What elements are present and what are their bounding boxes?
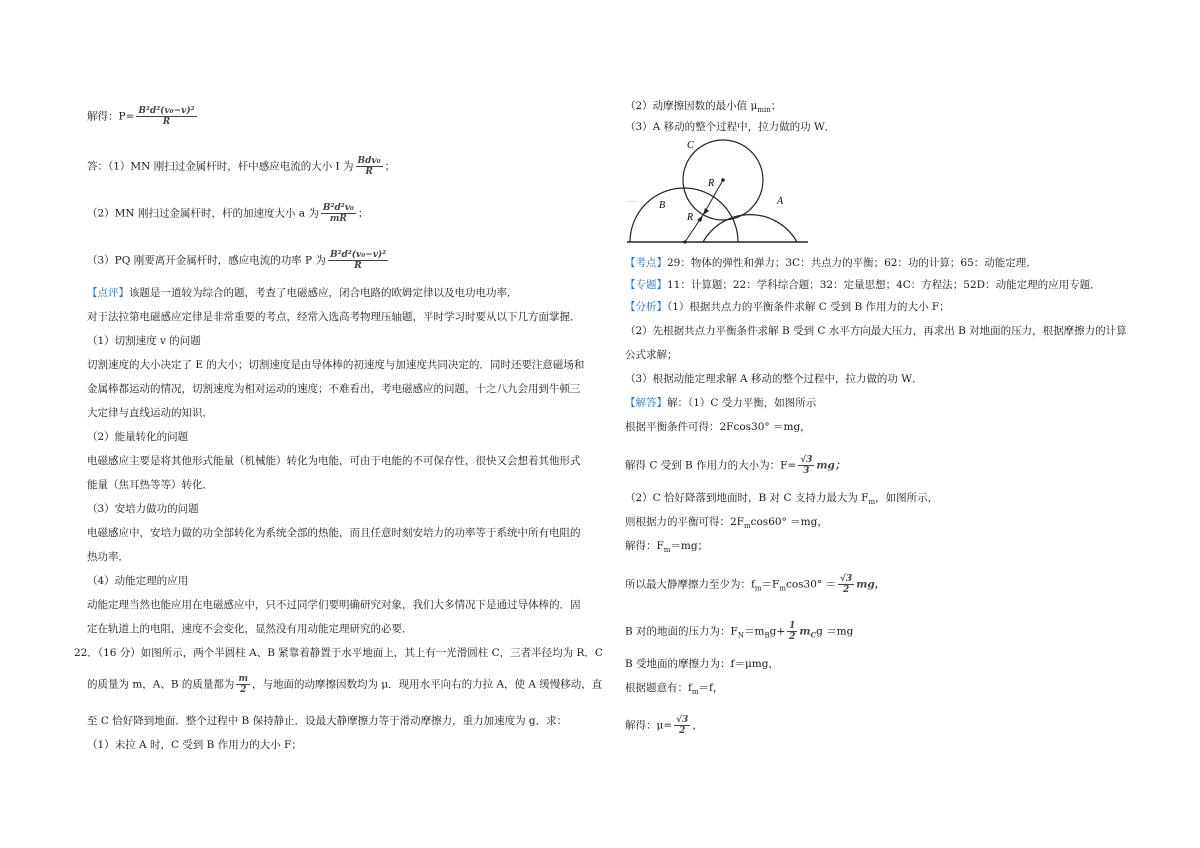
paragraph: 动能定理当然也能应用在电磁感应中，只不过同学们要明确研究对象，我们大多情况下是通过导体棒的．固 (87, 599, 581, 611)
text: ＝mg； (670, 540, 709, 552)
denominator: 2 (679, 726, 686, 736)
numerator: B²d²v₀ (322, 203, 354, 213)
text: ＝F (761, 578, 780, 591)
text: g ＝mg (816, 625, 854, 638)
equation (625, 538, 708, 558)
text: 解得：F (625, 540, 664, 552)
text: 该题是一道较为综合的题，考查了电磁感应，闭合电路的欧姆定律以及电功电功率． (129, 287, 518, 299)
text: 所以最大静摩擦力至少为：f (625, 578, 755, 591)
cylinder-diagram (625, 138, 810, 250)
answer-1 (87, 156, 395, 177)
text: ＝m (743, 625, 765, 638)
equation (625, 455, 845, 476)
numerator: √3 (800, 455, 813, 465)
fraction (328, 250, 388, 271)
fraction (136, 106, 196, 127)
text: （2）C 恰好降落到地面时，B 对 C 支持力最大为 F (625, 492, 869, 504)
paragraph: （3）根据动能定理求解 A 移动的整个过程中，拉力做的功 W． (625, 373, 923, 385)
text: 答：（1）MN 刚扫过金属杆时，杆中感应电流的大小 I 为 (87, 160, 354, 173)
text: ，如图所示， (875, 492, 939, 504)
question-22: 22．（16 分）如图所示，两个半圆柱 A、B 紧靠着静置于水平地面上，其上有一光滑圆柱 C，三者半径均为 R．C (74, 647, 603, 659)
equation (625, 574, 885, 597)
text: B 对的地面的压力为：F (625, 625, 738, 638)
denominator: mR (329, 214, 347, 224)
fraction (236, 674, 250, 695)
denominator: R (354, 261, 362, 271)
equation (625, 680, 723, 700)
text: ， (692, 719, 703, 732)
paragraph: （1）未拉 A 时，C 受到 B 作用力的大小 F； (87, 739, 302, 751)
equation: 根据平衡条件可得：2Fcos30° ＝mg， (625, 421, 811, 433)
fraction (674, 715, 690, 736)
label-b: B (659, 200, 666, 211)
subscript: C (810, 630, 817, 640)
jieda-tag: 【解答】 (625, 397, 667, 409)
fenxi-tag: 【分析】 (625, 301, 667, 313)
paragraph: 至 C 恰好降到地面．整个过程中 B 保持静止．设最大静摩擦力等于滑动摩擦力，重力加速度为 g．求： (87, 715, 568, 727)
fraction (787, 621, 797, 642)
subscript: N (737, 631, 744, 640)
kaodian-tag: 【考点】 (625, 257, 667, 269)
fraction (321, 203, 356, 224)
subscript: m (743, 522, 751, 531)
label-radius: R (708, 178, 715, 189)
answer-2 (87, 203, 368, 224)
question-part-3: （3）A 移动的整个过程中，拉力做的功 W． (625, 121, 836, 133)
fraction (798, 455, 814, 476)
text: （2）MN 刚扫过金属杆时，杆的加速度大小 a 为 (87, 207, 319, 220)
jieda-line (625, 395, 816, 411)
fraction (356, 156, 383, 177)
numerator: √3 (676, 715, 689, 725)
numerator: m (238, 674, 248, 684)
paragraph: 对于法拉第电磁感应定律是非常重要的考点，经常入选高考物理压轴题，平时学习时要从以下几方面掌握． (87, 311, 581, 323)
text: ，与地面的动摩擦因数均为 μ．现用水平向右的力拉 A，使 A 缓慢移动，直 (251, 678, 603, 691)
paragraph: 金属棒都运动的情况，切割速度为相对运动的速度；不难看出，考电磁感应的问题，十之八九会用到牛顿三 (87, 383, 581, 395)
paragraph: （2）能量转化的问题 (87, 431, 189, 443)
paragraph: （3）安培力做功的问题 (87, 503, 199, 515)
paragraph: 大定律与直线运动的知识． (87, 407, 213, 419)
text: cos60° ＝mg， (750, 516, 828, 528)
kaodian-line (625, 255, 1037, 271)
paragraph: 电磁感应中，安培力做的功全部转化为系统全部的热能，而且任意时刻安培力的功率等于系统中所有电阻的 (87, 527, 581, 539)
numerator: √3 (840, 574, 853, 584)
text: 解：（1）C 受力平衡，如图所示 (667, 397, 817, 409)
text: （1）根据共点力的平衡条件求解 C 受到 B 作用力的大小 F； (667, 301, 950, 313)
numerator: B²d²(v₀−v)² (329, 250, 387, 260)
text: 11：计算题；22：学科综合题；32：定量思想；4C：方程法；52D：动能定理的应用专题． (667, 279, 1101, 291)
denominator: 2 (240, 685, 247, 695)
label-a: A (777, 196, 784, 207)
paragraph: 公式求解； (625, 349, 678, 361)
answer-3 (87, 250, 390, 271)
text: 解得：μ= (625, 719, 673, 732)
question-part-2 (625, 98, 781, 118)
paragraph: （4）动能定理的应用 (87, 575, 189, 587)
zhuanti-line (625, 277, 1101, 293)
text: ； (384, 160, 396, 173)
numerator: Bdv₀ (357, 156, 381, 166)
comment-line (87, 285, 518, 301)
text: 则根据力的平衡可得：2F (625, 516, 744, 528)
numerator: B²d²(v₀−v)² (138, 106, 195, 116)
denominator: 2 (789, 632, 796, 642)
paragraph: 切割速度的大小决定了 E 的大小；切割速度是由导体棒的初速度与加速度共同决定的．同时还要注意磁场和 (87, 359, 585, 371)
paragraph: （2）先根据共点力平衡条件求解 B 受到 C 水平方向最大压力，再求出 B 对地面的压力，根据摩擦力的计算 (625, 325, 1127, 337)
paragraph: 热功率． (87, 551, 129, 563)
equation: B 受地面的摩擦力为：f＝μmg， (625, 658, 779, 670)
numerator: 1 (789, 621, 796, 631)
denominator: 2 (842, 585, 850, 595)
comment-tag: 【点评】 (87, 287, 129, 299)
text: 解得：P= (87, 110, 135, 123)
equation (625, 715, 703, 736)
text: （3）PQ 刚要离开金属杆时，感应电流的功率 P 为 (87, 254, 326, 267)
question-22-line2 (87, 674, 602, 695)
dots: …… (626, 198, 638, 204)
subscript: m (663, 546, 671, 555)
math-text: mg； (816, 459, 846, 472)
paragraph: 能量（焦耳热等等）转化． (87, 479, 213, 491)
paragraph: 定在轨道上的电阻，速度不会变化，显然没有用动能定理研究的必要． (87, 623, 413, 635)
subscript: B (764, 631, 770, 640)
text: cos30° ＝ (785, 578, 837, 591)
fraction (838, 574, 854, 595)
denominator: R (365, 167, 373, 177)
zhuanti-tag: 【专题】 (625, 279, 667, 291)
label-radius: R (687, 212, 694, 223)
text: ＝f， (698, 682, 724, 694)
subscript: m (754, 584, 762, 593)
solution-p-line (87, 106, 199, 127)
text: 解得 C 受到 B 作用力的大小为：F= (625, 459, 797, 472)
subscript: m (691, 688, 699, 697)
equation (625, 514, 828, 534)
text: （2）动摩擦因数的最小值 μ (625, 100, 758, 112)
equation (625, 490, 938, 510)
denominator: R (162, 117, 171, 127)
text: g+ (769, 625, 786, 638)
subscript: m (868, 498, 876, 507)
math-text: m (799, 625, 811, 638)
text: 29：物体的弹性和弹力；3C：共点力的平衡；62：功的计算；65：动能定理． (667, 257, 1037, 269)
text: ； (770, 100, 782, 112)
equation (625, 621, 853, 644)
fenxi-line (625, 299, 950, 315)
paragraph: （1）切割速度 v 的问题 (87, 335, 201, 347)
text: 的质量为 m，A、B 的质量都为 (87, 678, 235, 691)
paragraph: 电磁感应主要是将其他形式能量（机械能）转化为电能，可由于电能的不可保存性，很快又会想着其他形式 (87, 455, 581, 467)
text: 根据题意有：f (625, 682, 692, 694)
denominator: 3 (803, 466, 810, 476)
subscript: min (757, 106, 771, 115)
math-text: mg， (856, 578, 886, 591)
subscript: m (779, 584, 786, 593)
text: ； (357, 207, 369, 220)
label-c: C (687, 140, 694, 151)
